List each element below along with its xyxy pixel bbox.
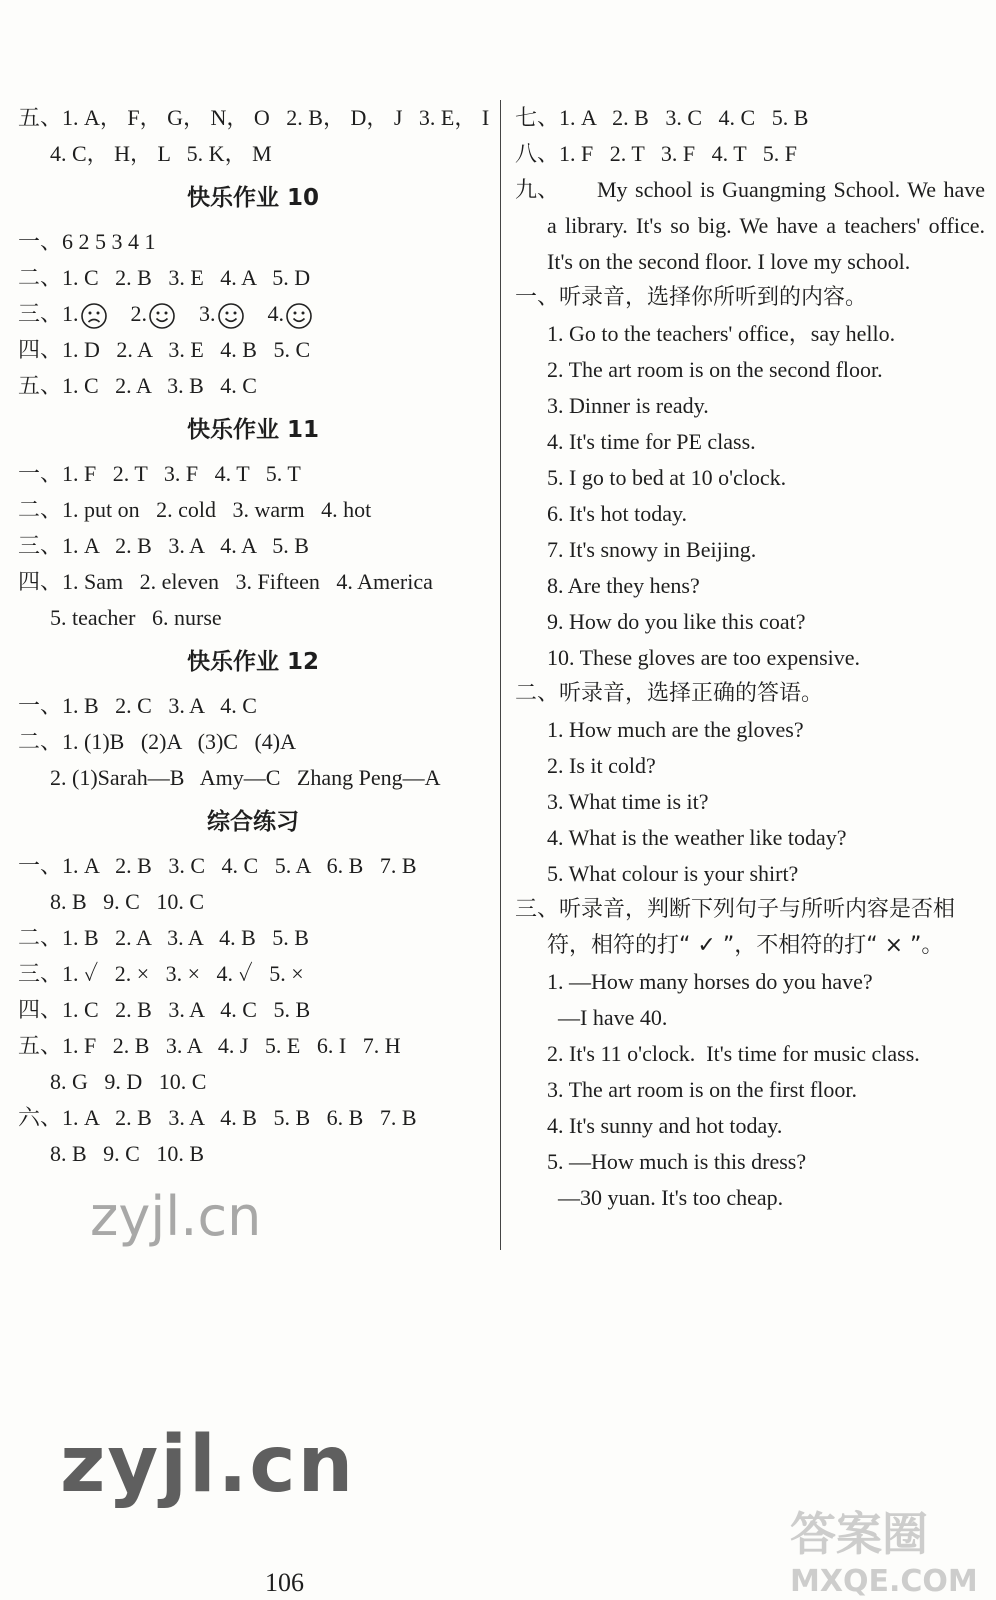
transcript-line: 1. How much are the gloves?	[547, 717, 804, 742]
answer-line: 四、1. Sam 2. eleven 3. Fifteen 4. America	[18, 569, 433, 594]
answer-line: 五、1. A， F， G， N， O 2. B， D， J 3. E， I	[18, 105, 490, 130]
answer-line: 一、1. B 2. C 3. A 4. C	[18, 693, 257, 718]
transcript-line: 8. Are they hens?	[547, 573, 700, 598]
transcript-line: 2. It's 11 o'clock. It's time for music class.	[547, 1041, 920, 1066]
transcript-line: 4. It's time for PE class.	[547, 429, 756, 454]
transcript-line: 3. The art room is on the first floor.	[547, 1077, 857, 1102]
transcript-line: 3. What time is it?	[547, 789, 709, 814]
section-heading-review: 综合练习	[207, 809, 299, 835]
answer-line: 4. C， H， L 5. K， M	[50, 141, 272, 166]
listening-section-title: 三、听录音，判断下列句子与所听内容是否相	[515, 897, 956, 922]
answer-line: 二、1. put on 2. cold 3. warm 4. hot	[18, 497, 372, 522]
answer-line: 2. (1)Sarah—B Amy—C Zhang Peng—A	[50, 765, 441, 790]
answer-line: 三、1. A 2. B 3. A 4. A 5. B	[18, 533, 309, 558]
logo-text: 答案圈	[790, 1507, 928, 1561]
logo-domain: MXQE.COM	[790, 1564, 978, 1599]
transcript-line: 1. —How many horses do you have?	[547, 969, 873, 994]
column-divider	[500, 100, 501, 1250]
smiley-face-icon	[284, 301, 314, 331]
answer-line: 四、1. C 2. B 3. A 4. C 5. B	[18, 997, 311, 1022]
answer-line: 8. B 9. C 10. B	[50, 1141, 205, 1166]
transcript-line: 3. Dinner is ready.	[547, 393, 709, 418]
answer-line: 一、6 2 5 3 4 1	[18, 229, 156, 254]
answer-line: 一、1. F 2. T 3. F 4. T 5. T	[18, 461, 301, 486]
answer-line: 四、1. D 2. A 3. E 4. B 5. C	[18, 337, 311, 362]
section-heading-12: 快乐作业 12	[186, 649, 319, 675]
transcript-line: 6. It's hot today.	[547, 501, 688, 526]
answer-prefix: 3.	[199, 301, 216, 326]
answer-line: 七、1. A 2. B 3. C 4. C 5. B	[515, 105, 809, 130]
transcript-line: 4. What is the weather like today?	[547, 825, 847, 850]
answer-line: 二、1. C 2. B 3. E 4. A 5. D	[18, 265, 311, 290]
transcript-line: 1. Go to the teachers' office，say hello.	[547, 321, 896, 346]
transcript-line: 5. —How much is this dress?	[547, 1149, 807, 1174]
transcript-line: —I have 40.	[558, 1005, 668, 1030]
smiley-face-icon	[216, 301, 246, 331]
transcript-line: —30 yuan. It's too cheap.	[558, 1185, 784, 1210]
transcript-line: 7. It's snowy in Beijing.	[547, 537, 757, 562]
answer-line: 5. teacher 6. nurse	[50, 605, 222, 630]
transcript-line: 2. The art room is on the second floor.	[547, 357, 883, 382]
transcript-line: 5. I go to bed at 10 o'clock.	[547, 465, 787, 490]
paragraph-body: My school is Guangming School. We have a library. It's so big. We have a teachers' office. It's on the second floor. I love my school.	[547, 177, 985, 274]
right-column	[515, 100, 985, 1216]
section-heading-11: 快乐作业 11	[186, 417, 319, 443]
page-number: 106	[265, 1568, 304, 1597]
listening-section-title: 二、听录音，选择正确的答语。	[515, 681, 824, 706]
answer-prefix: 4.	[267, 301, 285, 326]
section-heading-10: 快乐作业 10	[186, 185, 319, 211]
smiley-face-icon	[147, 301, 177, 331]
answer-line: 五、1. F 2. B 3. A 4. J 5. E 6. I 7. H	[18, 1033, 401, 1058]
answer-line-faces	[18, 296, 488, 332]
answer-line: 六、1. A 2. B 3. A 4. B 5. B 6. B 7. B	[18, 1105, 417, 1130]
transcript-line: 9. How do you like this coat?	[547, 609, 806, 634]
transcript-line: 4. It's sunny and hot today.	[547, 1113, 783, 1138]
transcript-line: 2. Is it cold?	[547, 753, 656, 778]
transcript-line: 5. What colour is your shirt?	[547, 861, 799, 886]
answer-prefix: 2.	[130, 301, 148, 326]
answer-line: 八、1. F 2. T 3. F 4. T 5. F	[515, 141, 797, 166]
answer-line: 二、1. (1)B (2)A (3)C (4)A	[18, 729, 297, 754]
watermark-large: zyjl.cn	[60, 1420, 356, 1510]
answer-line: 五、1. C 2. A 3. B 4. C	[18, 373, 257, 398]
answer-line: 一、1. A 2. B 3. C 4. C 5. A 6. B 7. B	[18, 853, 417, 878]
answer-line: 8. G 9. D 10. C	[50, 1069, 207, 1094]
paragraph-nine	[515, 172, 985, 280]
answer-prefix: 三、1.	[18, 301, 79, 326]
listening-section-title: 一、听录音，选择你所听到的内容。	[515, 285, 868, 310]
answer-line: 8. B 9. C 10. C	[50, 889, 205, 914]
listening-section-title-cont: 符，相符的打“ ✓ ”，不相符的打“ × ”。	[547, 933, 944, 958]
sad-face-icon	[79, 301, 109, 331]
site-logo	[790, 1498, 980, 1598]
left-column	[18, 100, 488, 1172]
answer-line: 二、1. B 2. A 3. A 4. B 5. B	[18, 925, 309, 950]
answer-line: 三、1. ✓ 2. × 3. × 4. ✓ 5. ×	[18, 961, 304, 986]
paragraph-label: 九、	[515, 177, 560, 202]
watermark-small: zyjl.cn	[90, 1185, 262, 1248]
transcript-line: 10. These gloves are too expensive.	[547, 645, 861, 670]
